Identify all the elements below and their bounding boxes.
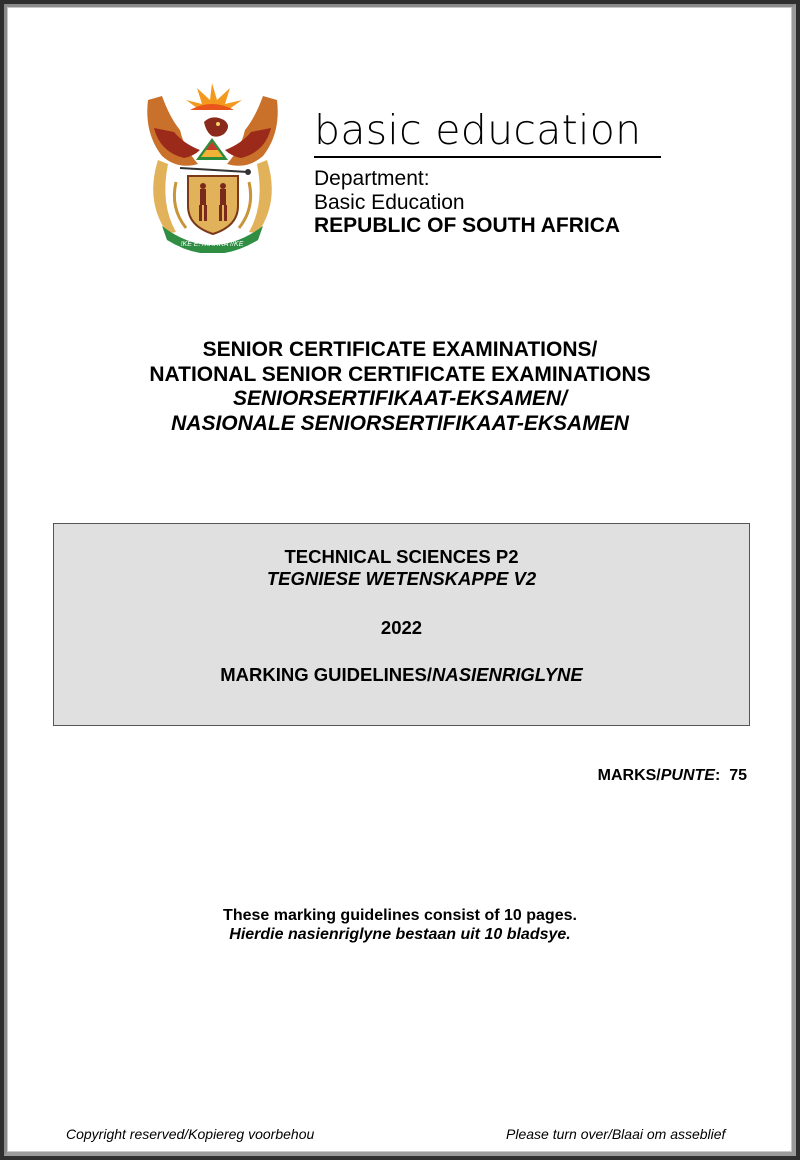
- exam-title-line-4: NASIONALE SENIORSERTIFIKAAT-EKSAMEN: [171, 411, 629, 435]
- country-name: REPUBLIC OF SOUTH AFRICA: [314, 214, 621, 237]
- footer-turn-over: Please turn over/Blaai om asseblief: [506, 1126, 726, 1142]
- exam-title-line-1: SENIOR CERTIFICATE EXAMINATIONS/: [202, 338, 598, 361]
- department-name: [314, 167, 465, 215]
- exam-title-line-2: NATIONAL SENIOR CERTIFICATE EXAMINATIONS: [149, 362, 651, 386]
- exam-title: [0, 338, 800, 436]
- marks-label-english: MARKS/: [597, 767, 661, 784]
- subject-english: TECHNICAL SCIENCES P2: [284, 546, 519, 567]
- page-count-note: [0, 906, 800, 944]
- document-type-english: MARKING GUIDELINES/: [220, 664, 432, 685]
- marks-separator: :: [714, 767, 721, 784]
- exam-year: 2022: [380, 617, 423, 638]
- page-count-afrikaans: Hierdie nasienriglyne bestaan uit 10 bladsye.: [229, 926, 571, 943]
- subject-afrikaans: TEGNIESE WETENSKAPPE V2: [266, 568, 537, 589]
- document-type-afrikaans: NASIENRIGLYNE: [431, 664, 583, 685]
- department-line-1: Department:: [314, 167, 430, 190]
- marks-label-afrikaans: PUNTE: [660, 767, 715, 784]
- brand-name: basic education: [314, 106, 642, 154]
- footer-copyright: Copyright reserved/Kopiereg voorbehou: [66, 1126, 315, 1142]
- exam-title-line-3: SENIORSERTIFIKAAT-EKSAMEN/: [232, 387, 568, 410]
- logo-brand: [314, 108, 641, 152]
- brand-rule-divider: [314, 156, 661, 158]
- subject-box: [53, 523, 750, 726]
- south-africa-coat-of-arms-icon: [140, 78, 285, 253]
- document-type: [54, 664, 749, 686]
- marks-value: 75: [729, 767, 747, 784]
- department-line-2: Basic Education: [314, 191, 465, 214]
- total-marks: [598, 767, 747, 785]
- svg-text:!KE E: /XARRA //KE: !KE E: /XARRA //KE: [180, 241, 244, 248]
- sun-icon: [186, 83, 242, 110]
- page-count-english: These marking guidelines consist of 10 pages.: [223, 907, 577, 924]
